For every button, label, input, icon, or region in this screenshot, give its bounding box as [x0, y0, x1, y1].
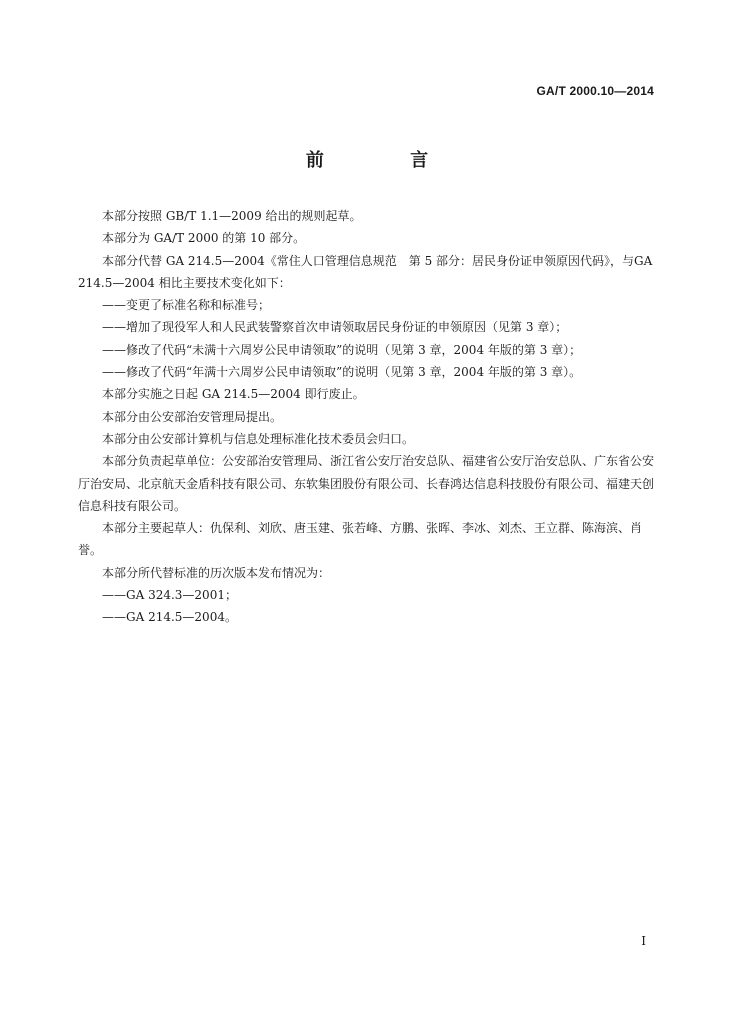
paragraph-part-number: 本部分为 GA/T 2000 的第 10 部分。 [102, 231, 306, 246]
page-number: I [641, 934, 646, 948]
change-item: ——变更了标准名称和标准号； [102, 298, 271, 313]
body-text [78, 205, 662, 629]
paragraph-history-intro: 本部分所代替标准的历次版本发布情况为： [102, 565, 331, 580]
paragraph-replaces: 本部分代替 GA 214.5—2004《常住人口管理信息规范 第 5 部分：居民身份证申领原因代码》，与GA 214.5—2004 相比主要技术变化如下： [78, 253, 653, 290]
standard-code: GA/T 2000.10—2014 [536, 84, 654, 98]
history-item: ——GA 324.3—2001； [102, 588, 237, 603]
change-item: ——修改了代码“年满十六周岁公民申请领取”的说明（见第 3 章，2004 年版的第 3 章）。 [102, 365, 582, 380]
paragraph-abolish: 本部分实施之日起 GA 214.5—2004 即行废止。 [102, 387, 365, 402]
paragraph-drafting-rules: 本部分按照 GB/T 1.1—2009 给出的规则起草。 [102, 209, 362, 223]
paragraph-proposer: 本部分由公安部治安管理局提出。 [102, 409, 283, 424]
paragraph-drafters: 本部分主要起草人：仇保利、刘欣、唐玉建、张若峰、方鹏、张晖、李冰、刘杰、王立群、陈海滨、肖誉。 [78, 521, 643, 558]
change-item: ——增加了现役军人和人民武装警察首次申请领取居民身份证的申领原因（见第 3 章）； [102, 320, 568, 335]
history-item: ——GA 214.5—2004。 [102, 610, 237, 625]
change-item: ——修改了代码“未满十六周岁公民申请领取”的说明（见第 3 章，2004 年版的第 3 章）； [102, 342, 582, 357]
paragraph-committee: 本部分由公安部计算机与信息处理标准化技术委员会归口。 [102, 431, 415, 446]
paragraph-drafting-units: 本部分负责起草单位：公安部治安管理局、浙江省公安厅治安总队、福建省公安厅治安总队、广东省公安厅治安局、北京航天金盾科技有限公司、东软集团股份有限公司、长春鸿达信息科技股份有限公司、福建天创信息科技有限公司。 [78, 454, 655, 513]
page-title: 前 言 [305, 150, 469, 171]
